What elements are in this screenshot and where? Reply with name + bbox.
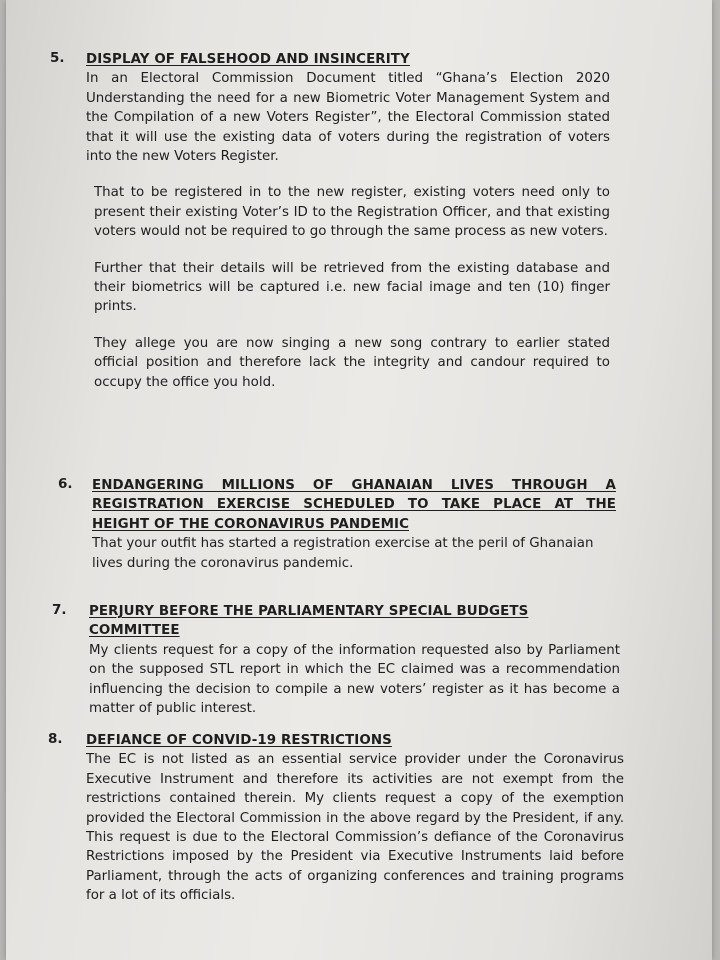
paragraph: My clients request for a copy of the information requested also by Parliament on the supposed STL report in which the EC claimed was a recommendation influencing the decision to compile a new voters’ register as it has become a matter of public interest.	[89, 642, 620, 717]
paragraph: Further that their details will be retrieved from the existing database and their biometrics will be captured i.e. new facial image and ten (10) finger prints.	[94, 260, 610, 315]
section-heading: DISPLAY OF FALSEHOOD AND INSINCERITY	[86, 52, 410, 67]
section-body	[86, 731, 624, 906]
section-body	[86, 50, 610, 392]
section-body	[92, 476, 616, 573]
paragraph: The EC is not listed as an essential service provider under the Coronavirus Executive Instrument and therefore its activities are not exempt from the restrictions contained therein. My clients request a copy of the exemption provided the Electoral Commission in the above regard by the President, if any. This request is due to the Electoral Commission’s defiance of the Coronavirus Restrictions imposed by the President via Executive Instruments laid before Parliament, through the acts of organizing conferences and training programs for a lot of its officials.	[86, 752, 624, 904]
paragraph: In an Electoral Commission Document titled “Ghana’s Election 2020 Understanding the need for a new Biometric Voter Management System and the Compilation of a new Voters Register”, the Electoral Commission stated that it will use the existing data of voters during the registration of voters into the new Voters Register.	[86, 71, 610, 165]
section-body	[89, 602, 620, 718]
paragraph: That to be registered in to the new register, existing voters need only to present their existing Voter’s ID to the Registration Officer, and that existing voters would not be required to go through the same process as new voters.	[94, 185, 610, 240]
section-number: 5.	[50, 50, 65, 66]
section-heading: DEFIANCE OF CONVID-19 RESTRICTIONS	[86, 733, 392, 748]
section-heading: PERJURY BEFORE THE PARLIAMENTARY SPECIAL BUDGETS COMMITTEE	[89, 604, 529, 639]
paragraph: They allege you are now singing a new song contrary to earlier stated official position and therefore lack the integrity and candour required to occupy the office you hold.	[94, 335, 610, 390]
section-number: 8.	[48, 731, 63, 747]
section-heading: ENDANGERING MILLIONS OF GHANAIAN LIVES THROUGH A REGISTRATION EXERCISE SCHEDULED TO TAKE PLACE AT THE HEIGHT OF THE CORONAVIRUS PANDEMIC	[92, 478, 616, 532]
document-page	[6, 0, 712, 960]
section-number: 7.	[52, 602, 67, 618]
section-number: 6.	[58, 476, 73, 492]
paragraph: That your outfit has started a registration exercise at the peril of Ghanaian lives during the coronavirus pandemic.	[92, 536, 594, 571]
